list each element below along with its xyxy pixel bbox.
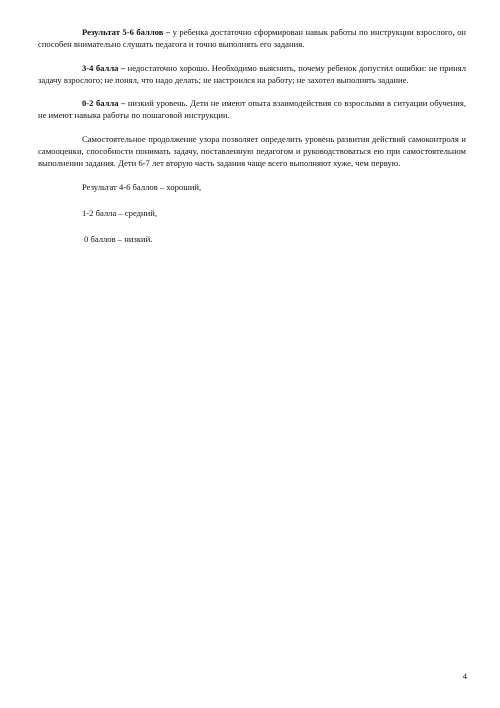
- paragraph-score-5-6: [38, 26, 466, 50]
- paragraph-score-3-4: [38, 62, 466, 86]
- paragraph-text: Самостоятельное продолжение узора позволяет определить уровень развития действий самоконтроля и самооценки, способности понимать задачу, поставленную педагогом и руководствоваться ею при самостоятельном выполнении задания. Дети 6-7 лет вторую часть задания чаще всего выполняют хуже, чем первую.: [38, 134, 466, 169]
- page-number: 4: [462, 671, 467, 681]
- paragraph-text: недостаточно хорошо. Необходимо выяснить, почему ребенок допустил ошибки: не принял задачу взрослого; не понял, что надо делать; не настроился на работу; не захотел выполнять задание.: [38, 62, 466, 85]
- paragraph-bold-lead: 0-2 балла –: [82, 98, 126, 109]
- paragraph-score-0-2: [38, 97, 466, 121]
- paragraph-bold-lead: 3-4 балла –: [82, 62, 126, 73]
- score-line-medium: 1-2 балла – средний,: [82, 207, 157, 218]
- score-line-low: 0 баллов – низкий.: [84, 234, 153, 245]
- paragraph-bold-lead: Результат 5-6 баллов –: [82, 27, 171, 37]
- paragraph-pattern-continuation: [38, 133, 466, 169]
- paragraph-text: у ребенка достаточно сформирован навык работы по инструкции взрослого, он способен внимательно слушать педагога и точно выполнять его задания.: [38, 27, 466, 50]
- paragraph-text: низкий уровень. Дети не имеют опыта взаимодействия со взрослыми в ситуации обучения, не имеют навыка работы по пошаговой инструкции.: [38, 98, 466, 121]
- score-line-good: Результат 4-6 баллов – хороший,: [82, 181, 202, 192]
- document-body: [38, 26, 466, 245]
